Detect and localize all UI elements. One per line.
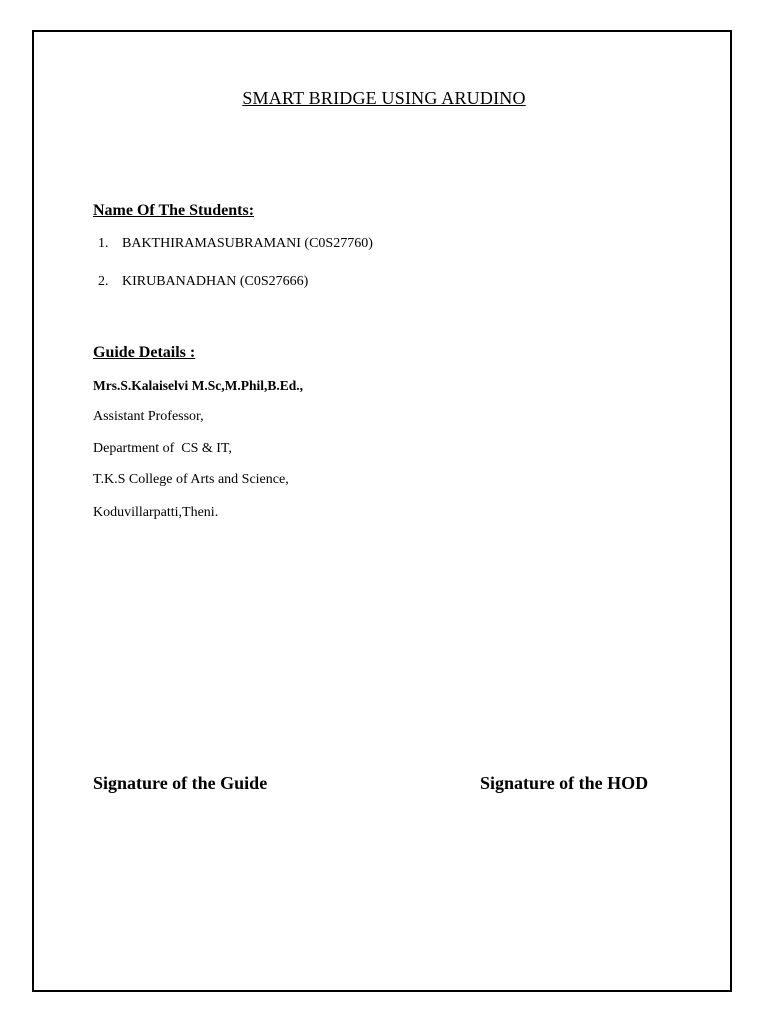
guide-name: Mrs.S.Kalaiselvi M.Sc,M.Phil,B.Ed.,: [93, 378, 304, 393]
student-number: 1.: [98, 236, 109, 251]
guide-signature-label: Signature of the Guide: [93, 773, 268, 793]
document-title: SMART BRIDGE USING ARUDINO: [242, 88, 526, 108]
student-item: [98, 236, 373, 274]
guide-location: Koduvillarpatti,Theni.: [93, 505, 219, 520]
guide-designation: Assistant Professor,: [93, 409, 204, 424]
hod-signature-label: Signature of the HOD: [480, 773, 649, 793]
student-list: [98, 236, 373, 312]
student-item: [98, 274, 373, 312]
students-heading: Name Of The Students:: [93, 202, 255, 219]
student-number: 2.: [98, 274, 109, 289]
guide-heading: Guide Details :: [93, 344, 196, 361]
student-name: BAKTHIRAMASUBRAMANI (C0S27760): [122, 236, 373, 251]
guide-department: Department of CS & IT,: [93, 441, 232, 456]
guide-college: T.K.S College of Arts and Science,: [93, 472, 289, 487]
student-name: KIRUBANADHAN (C0S27666): [122, 274, 309, 289]
